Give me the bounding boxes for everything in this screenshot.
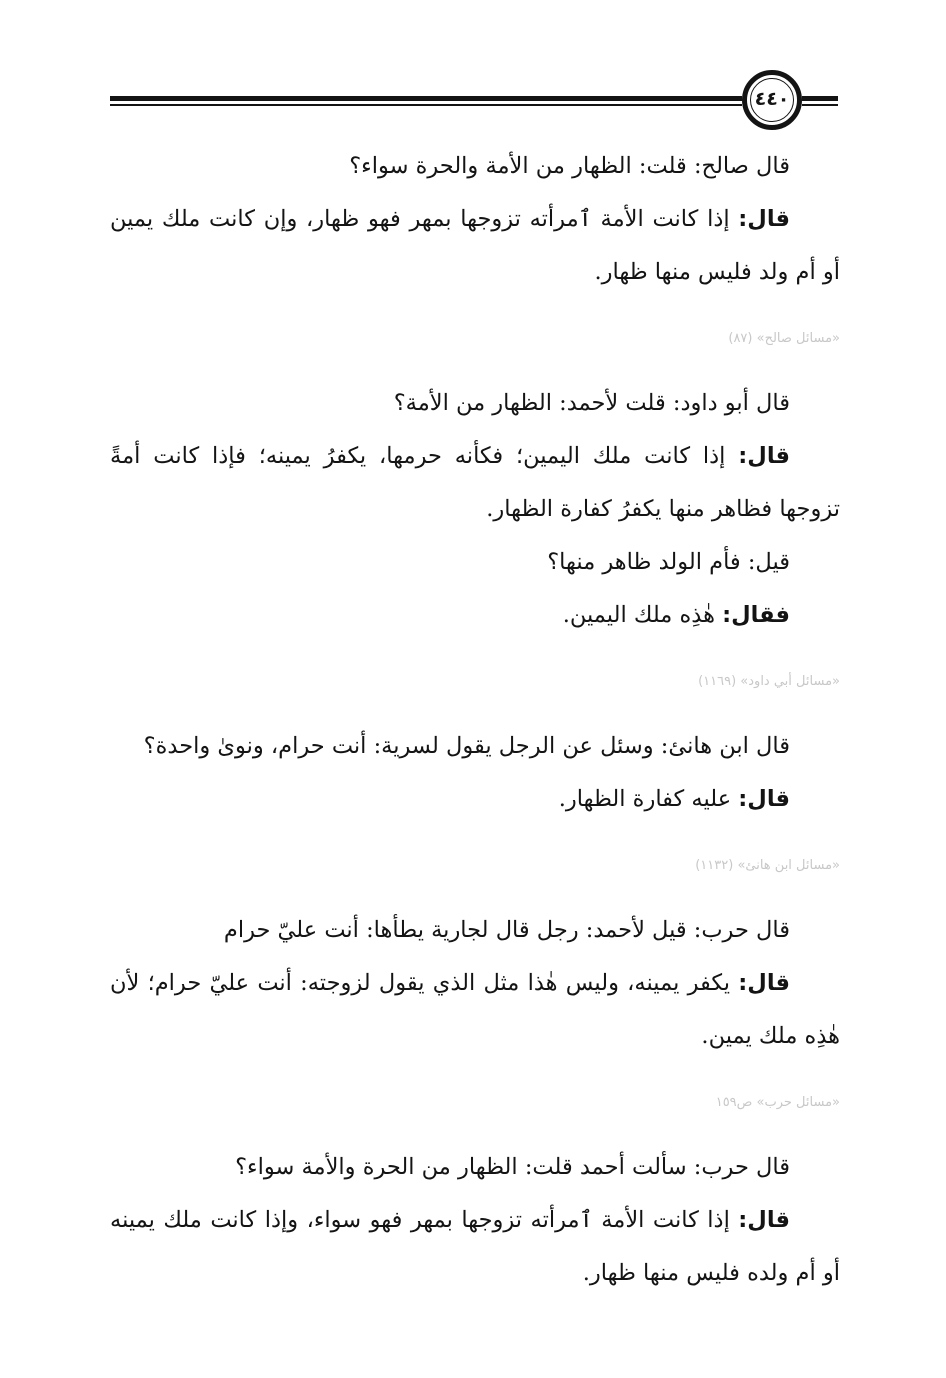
paragraph-text: قال أبو داود: قلت لأحمد: الظهار من الأمة؟	[393, 390, 790, 416]
paragraph	[110, 1194, 840, 1300]
paragraph-text: يكفر يمينه، وليس هٰذا مثل الذي يقول لزوجته: أنت عليّ حرام؛ لأن هٰذِه ملك يمين.	[110, 970, 840, 1049]
source-reference	[110, 1063, 840, 1141]
source-reference-text: «مسائل صالح» (٨٧)	[728, 330, 840, 346]
paragraph-text: قال ابن هانئ: وسئل عن الرجل يقول لسرية: أنت حرام، ونوىٰ واحدة؟	[143, 733, 790, 759]
header-rule-thin	[110, 104, 742, 106]
speaker-label: قال:	[738, 443, 790, 469]
paragraph-text: قال حرب: قيل لأحمد: رجل قال لجارية يطأها: أنت عليّ حرام	[223, 917, 790, 943]
page-number-badge	[742, 70, 802, 130]
paragraph	[110, 957, 840, 1063]
paragraph	[110, 193, 840, 299]
source-reference-text: «مسائل ابن هانئ» (١١٣٢)	[695, 857, 840, 873]
source-reference-text: «مسائل حرب» ص١٥٩	[715, 1094, 840, 1110]
speaker-label: قال:	[738, 970, 790, 996]
paragraph	[110, 430, 840, 536]
paragraph	[110, 773, 840, 826]
header-rule-right-thick	[802, 96, 838, 101]
paragraph	[110, 720, 840, 773]
paragraph-text: إذا كانت الأمة ٱمرأته تزوجها بمهر فهو ظهار، وإن كانت ملك يمين أو أم ولد فليس منها ظهار.	[110, 206, 840, 285]
header-rule-right-thin	[802, 104, 838, 106]
paragraph-text: إذا كانت ملك اليمين؛ فكأنه حرمها، يكفرُ يمينه؛ فإذا كانت أمةً تزوجها فظاهر منها يكفرُ كفارة الظهار.	[110, 443, 840, 522]
paragraph-text: قال صالح: قلت: الظهار من الأمة والحرة سواء؟	[349, 153, 790, 179]
source-reference-text: «مسائل أبي داود» (١١٦٩)	[698, 673, 840, 689]
paragraph-text: قيل: فأم الولد ظاهر منها؟	[547, 549, 790, 575]
paragraph-text: عليه كفارة الظهار.	[558, 786, 739, 812]
paragraph	[110, 140, 840, 193]
source-reference	[110, 826, 840, 904]
page-content	[110, 140, 840, 1378]
paragraph-text: هٰذِه ملك اليمين.	[562, 602, 723, 628]
source-reference	[110, 299, 840, 377]
header-rule-thick	[110, 96, 742, 101]
page-number: ٤٤٠	[754, 88, 790, 110]
paragraph-text: إذا كانت الأمة ٱمرأته تزوجها بمهر فهو سواء، وإذا كانت ملك يمينه أو أم ولده فليس منها ظهار.	[110, 1207, 840, 1286]
source-reference	[110, 1300, 840, 1378]
paragraph	[110, 904, 840, 957]
paragraph	[110, 589, 840, 642]
paragraph	[110, 536, 840, 589]
paragraph	[110, 1141, 840, 1194]
speaker-label: قال:	[738, 206, 790, 232]
source-reference	[110, 642, 840, 720]
page-header	[0, 0, 946, 140]
speaker-label: فقال:	[722, 602, 790, 628]
paragraph-text: قال حرب: سألت أحمد قلت: الظهار من الحرة والأمة سواء؟	[235, 1154, 790, 1180]
paragraph	[110, 377, 840, 430]
speaker-label: قال:	[738, 1207, 790, 1233]
speaker-label: قال:	[738, 786, 790, 812]
